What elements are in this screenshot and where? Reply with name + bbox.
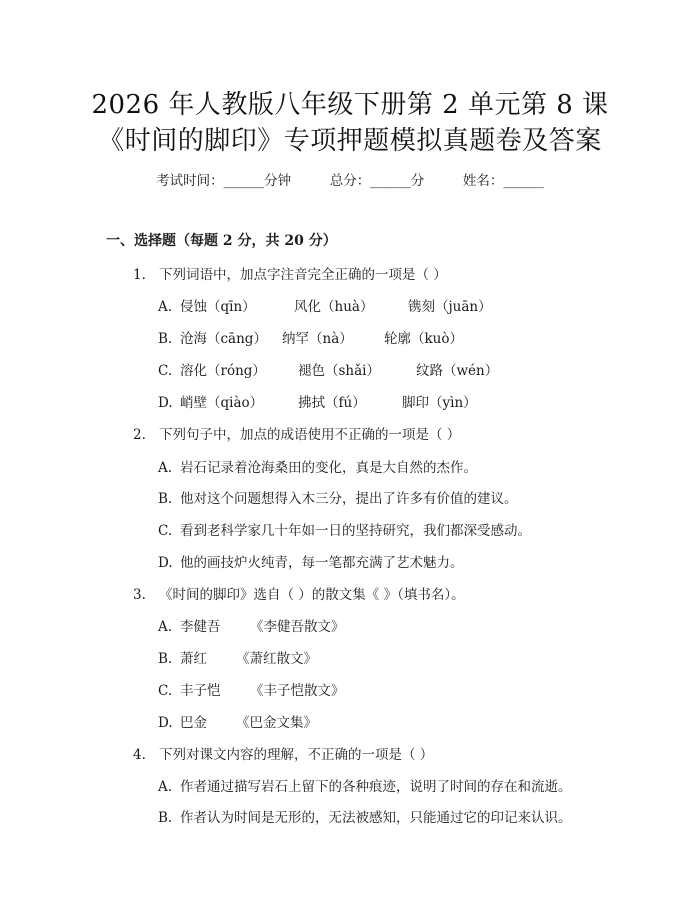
option-item — [158, 806, 572, 826]
option-label: B. — [158, 491, 173, 507]
option-word: 拂拭（fú） — [298, 395, 366, 411]
option-book: 《萧红散文》 — [236, 651, 317, 667]
option-label: B. — [158, 651, 173, 667]
section-title: 一、选择题（每题 2 分，共 20 分） — [106, 233, 337, 249]
question-stem — [133, 263, 447, 283]
option-label: C. — [158, 523, 173, 539]
option-item — [158, 295, 492, 315]
option-text: 他对这个问题想得入木三分，提出了许多有价值的建议。 — [180, 491, 518, 507]
question-text: 下列对课文内容的理解，不正确的一项是（ ） — [159, 747, 434, 763]
option-item — [158, 391, 477, 411]
option-item — [158, 711, 317, 731]
option-label: A. — [158, 619, 173, 635]
option-label: D. — [158, 395, 173, 411]
option-label: C. — [158, 683, 173, 699]
question-number: 4. — [133, 747, 146, 763]
option-word: 峭壁（qiào） — [180, 395, 264, 411]
option-word: 沧海（cāng） — [180, 331, 267, 347]
option-item — [158, 456, 477, 476]
option-label: A. — [158, 460, 173, 476]
option-word: 侵蚀（qīn） — [180, 299, 256, 315]
total-score-field: 总分：______分 — [329, 173, 425, 189]
page-title-line-2: 《时间的脚印》专项押题模拟真题卷及答案 — [98, 126, 602, 156]
option-text: 作者通过描写岩石上留下的各种痕迹，说明了时间的存在和流逝。 — [180, 779, 572, 795]
option-item — [158, 327, 463, 347]
option-label: B. — [158, 331, 173, 347]
option-author: 李健吾 — [180, 619, 221, 635]
option-label: D. — [158, 715, 173, 731]
option-item — [158, 615, 345, 635]
question-number: 1. — [133, 267, 146, 283]
question-stem — [133, 743, 433, 763]
option-word: 纹路（wén） — [416, 363, 499, 379]
option-label: C. — [158, 363, 173, 379]
exam-info-row — [0, 169, 700, 189]
option-word: 溶化（róng） — [180, 363, 266, 379]
option-word: 脚印（yìn） — [402, 395, 477, 411]
question-text: 下列句子中，加点的成语使用不正确的一项是（ ） — [159, 427, 461, 443]
page-title-line-1: 2026 年人教版八年级下册第 2 单元第 8 课 — [91, 90, 609, 120]
option-book: 《巴金文集》 — [236, 715, 317, 731]
question-stem — [133, 583, 465, 603]
option-author: 丰子恺 — [180, 683, 221, 699]
option-text: 看到老科学家几十年如一日的坚持研究，我们都深受感动。 — [180, 523, 531, 539]
option-item — [158, 775, 572, 795]
option-item — [158, 519, 531, 539]
option-author: 巴金 — [180, 715, 207, 731]
option-word: 轮廓（kuò） — [384, 331, 464, 347]
question-stem — [133, 423, 460, 443]
option-label: D. — [158, 555, 173, 571]
option-item — [158, 647, 317, 667]
option-book: 《丰子恺散文》 — [250, 683, 345, 699]
option-word: 风化（huà） — [294, 299, 374, 315]
option-text: 作者认为时间是无形的，无法被感知，只能通过它的印记来认识。 — [180, 810, 572, 826]
question-text: 《时间的脚印》选自（ ）的散文集《 》（填书名）。 — [159, 587, 465, 603]
question-number: 2. — [133, 427, 146, 443]
option-item — [158, 487, 518, 507]
option-label: A. — [158, 299, 173, 315]
option-book: 《李健吾散文》 — [250, 619, 345, 635]
option-label: A. — [158, 779, 173, 795]
option-text: 他的画技炉火纯青，每一笔都充满了艺术魅力。 — [180, 555, 464, 571]
option-text: 岩石记录着沧海桑田的变化，真是大自然的杰作。 — [180, 460, 477, 476]
option-author: 萧红 — [180, 651, 207, 667]
option-item — [158, 679, 345, 699]
option-word: 纳罕（nà） — [282, 331, 353, 347]
option-label: B. — [158, 810, 173, 826]
question-text: 下列词语中，加点字注音完全正确的一项是（ ） — [159, 267, 447, 283]
exam-time-field: 考试时间：______分钟 — [156, 173, 292, 189]
name-field: 姓名：______ — [462, 173, 544, 189]
option-item — [158, 359, 498, 379]
option-item — [158, 551, 464, 571]
option-word: 褪色（shǎi） — [298, 363, 380, 379]
question-number: 3. — [133, 587, 146, 603]
option-word: 镌刻（juān） — [408, 299, 492, 315]
